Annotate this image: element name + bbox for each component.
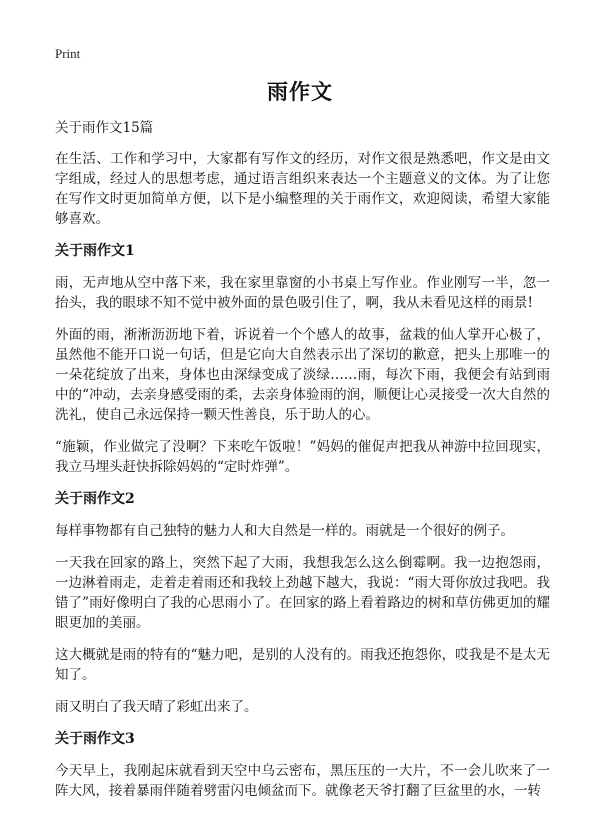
paragraph: 一天我在回家的路上，突然下起了大雨，我想我怎么这么倒霉啊。我一边抱怨雨，一边淋着雨走，走着走着雨还和我较上劲越下越大，我说：“雨大哥你放过我吧。我错了”雨好像明白了我的心思雨小了。在回家的路上看着路边的树和草仿佛更加的耀眼更加的美丽。 bbox=[55, 555, 550, 631]
section-heading-2: 关于雨作文2 bbox=[55, 491, 135, 507]
paragraph: 雨又明白了我天晴了彩虹出来了。 bbox=[55, 699, 258, 715]
paragraph: 这大概就是雨的特有的“魅力吧，是别的人没有的。雨我还抱怨你，哎我是不是太无知了。 bbox=[55, 647, 550, 683]
intro-paragraph: 在生活、工作和学习中，大家都有写作文的经历，对作文很是熟悉吧，作文是由文字组成，经过人的思想考虑，通过语言组织来表达一个主题意义的文体。为了让您在写作文时更加简单方便，以下是小编整理的关于雨作文，欢迎阅读，希望大家能够喜欢。 bbox=[55, 151, 550, 227]
section-heading-3: 关于雨作文3 bbox=[55, 731, 135, 747]
paragraph: 雨，无声地从空中落下来，我在家里靠窗的小书桌上写作业。作业刚写一半，忽一抬头，我的眼球不知不觉中被外面的景色吸引住了，啊，我从未看见这样的雨景! bbox=[55, 275, 550, 311]
print-label: Print bbox=[55, 46, 81, 61]
paragraph: 今天早上，我刚起床就看到天空中乌云密布，黑压压的一大片，不一会儿吹来了一阵大风，接着暴雨伴随着劈雷闪电倾盆而下。就像老天爷打翻了巨盆里的水，一转 bbox=[55, 763, 550, 799]
section-heading-1: 关于雨作文1 bbox=[55, 243, 135, 259]
paragraph: 每样事物都有自己独特的魅力人和大自然是一样的。雨就是一个很好的例子。 bbox=[55, 523, 514, 539]
page-title: 雨作文 bbox=[267, 79, 333, 104]
document-body bbox=[55, 118, 550, 813]
subtitle: 关于雨作文15篇 bbox=[55, 120, 154, 136]
paragraph: “施颖，作业做完了没啊？下来吃午饭啦！”妈妈的催促声把我从神游中拉回现实，我立马埋头赶快拆除妈妈的“定时炸弹”。 bbox=[55, 439, 550, 475]
paragraph: 外面的雨，淅淅沥沥地下着，诉说着一个个感人的故事，盆栽的仙人掌开心极了，虽然他不能开口说一句话，但是它向大自然表示出了深切的歉意，把头上那唯一的一朵花绽放了出来，身体也由深绿变成了淡绿……雨，每次下雨，我便会有站到雨中的“冲动，去亲身感受雨的柔，去亲身体验雨的润，顺便让心灵接受一次大自然的洗礼，使自己永远保持一颗天性善良，乐于助人的心。 bbox=[55, 327, 550, 423]
